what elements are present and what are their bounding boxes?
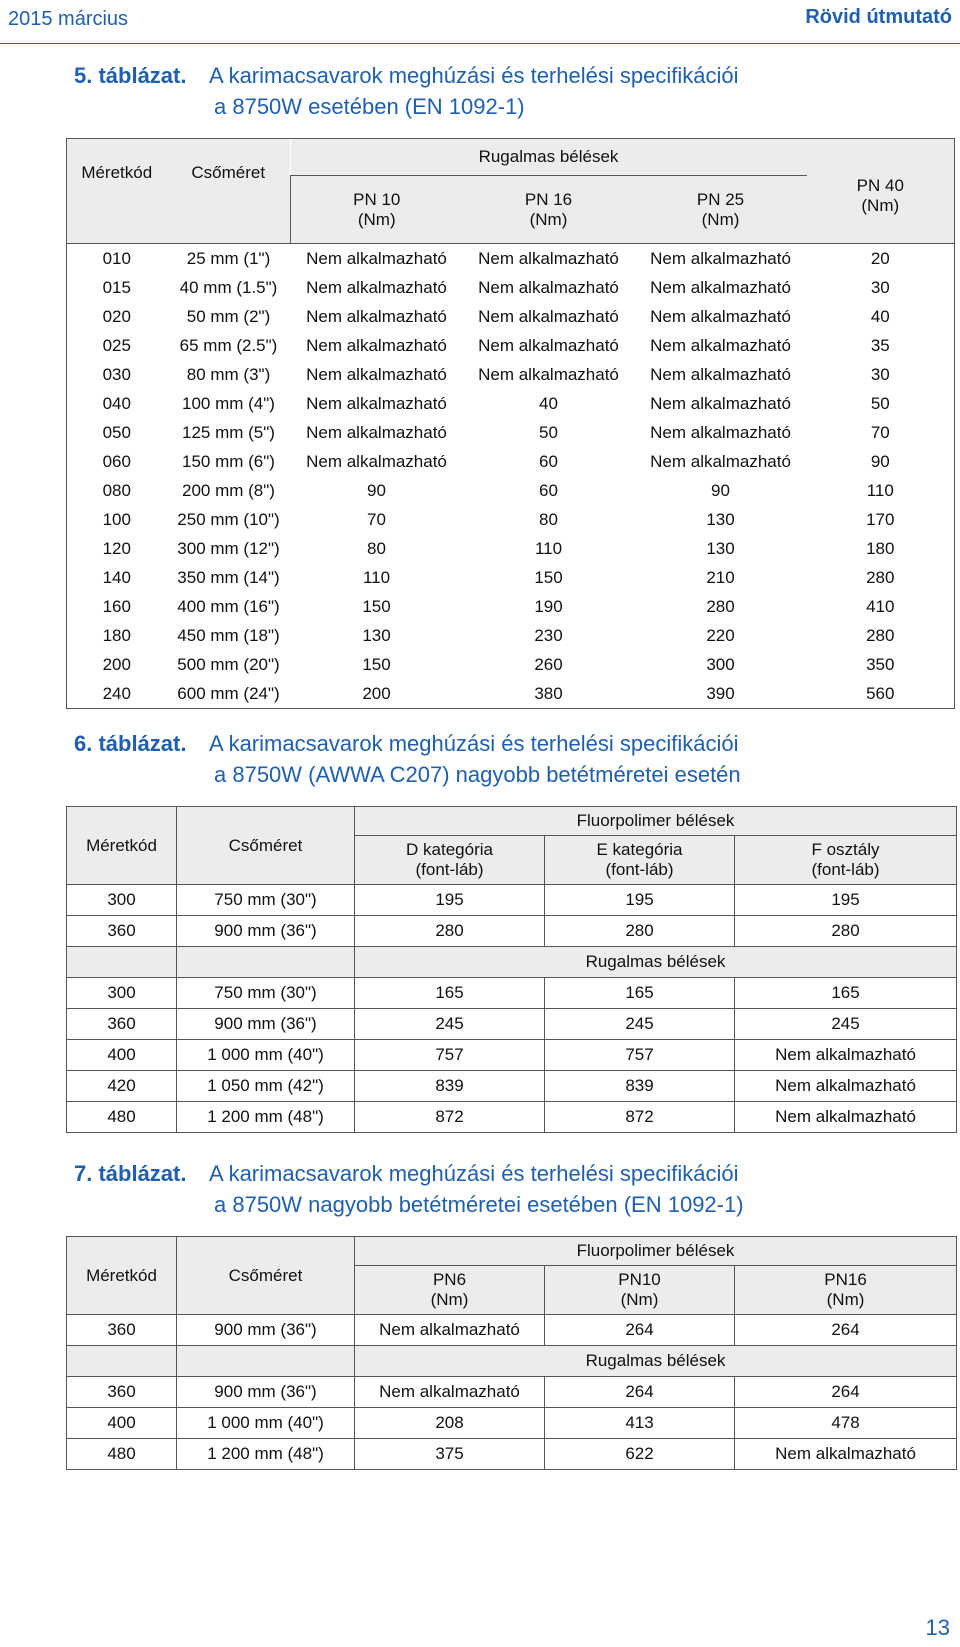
table-cell: Nem alkalmazható	[735, 1071, 957, 1102]
table-cell: Nem alkalmazható	[306, 393, 447, 413]
table-row	[67, 418, 955, 447]
table-cell: 622	[545, 1439, 735, 1470]
table7-caption	[74, 1158, 744, 1220]
table-cell: 60	[539, 451, 558, 471]
table-cell: 245	[545, 1009, 735, 1040]
table5-header-code: Méretkód	[67, 139, 167, 244]
table-row	[67, 563, 955, 592]
table-cell: 220	[706, 625, 735, 645]
table7-header-code: Méretkód	[67, 1237, 177, 1315]
table6-header-code: Méretkód	[67, 807, 177, 885]
table-cell: 240	[67, 679, 167, 709]
table-cell: Nem alkalmazható	[478, 277, 619, 297]
header-date: 2015 március	[8, 8, 129, 30]
table-cell: 180	[807, 534, 955, 563]
table-cell: Nem alkalmazható	[306, 306, 447, 326]
table-cell: 300	[67, 978, 177, 1009]
header-title: Rövid útmutató	[805, 6, 952, 28]
table-cell: 900 mm (36")	[177, 916, 355, 947]
table-cell: 100 mm (4")	[182, 393, 275, 413]
table-cell: Nem alkalmazható	[650, 393, 791, 413]
table-row	[67, 1315, 957, 1346]
table6-caption-line2: a 8750W (AWWA C207) nagyobb betétméretei esetén	[214, 762, 741, 787]
table5-header-size: Csőméret	[167, 139, 291, 244]
table-cell: 90	[367, 480, 386, 500]
table-cell: 50	[807, 389, 955, 418]
table-cell: 130	[706, 538, 735, 558]
table6-subgroup-label: Rugalmas bélések	[355, 947, 957, 978]
table7-header-pn10: PN10 (Nm)	[545, 1266, 735, 1315]
table6	[66, 806, 957, 1133]
table-cell: 280	[545, 916, 735, 947]
table5-header-pn16: PN 16 (Nm)	[463, 176, 635, 244]
table-cell: 500 mm (20")	[177, 654, 280, 674]
table-cell: 900 mm (36")	[177, 1315, 355, 1346]
table-cell: 420	[67, 1071, 177, 1102]
table-row	[67, 534, 955, 563]
table-cell: 50 mm (2")	[186, 306, 271, 326]
table-cell: 150	[362, 654, 391, 674]
table-cell: 280	[706, 596, 735, 616]
table-cell: Nem alkalmazható	[306, 248, 447, 268]
table-row	[67, 1102, 957, 1133]
table-cell: 250 mm (10")	[177, 509, 280, 529]
table7-subgroup-row	[67, 1346, 957, 1377]
table-cell: 264	[735, 1377, 957, 1408]
table-cell: 125 mm (5")	[182, 422, 275, 442]
table5-header-group: Rugalmas bélések	[291, 139, 807, 176]
table-cell: 300	[706, 654, 735, 674]
table-row	[67, 885, 957, 916]
table7-caption-line2: a 8750W nagyobb betétméretei esetében (EN 1092-1)	[214, 1192, 744, 1217]
table-cell: Nem alkalmazható	[478, 248, 619, 268]
table-cell: 060	[67, 447, 167, 476]
table7-header-pn16: PN16 (Nm)	[735, 1266, 957, 1315]
table-cell: 1 200 mm (48")	[177, 1102, 355, 1133]
table-cell: 140	[67, 563, 167, 592]
table-row	[67, 447, 955, 476]
table-cell: 040	[67, 389, 167, 418]
table5-caption-number: 5. táblázat.	[74, 63, 187, 88]
table-cell: 110	[807, 476, 955, 505]
table-cell: 90	[807, 447, 955, 476]
table-cell: 80 mm (3")	[186, 364, 271, 384]
table-cell: 195	[735, 885, 957, 916]
table-row	[67, 679, 955, 709]
table6-caption-line1: A karimacsavarok meghúzási és terhelési specifikációi	[209, 731, 739, 756]
table-cell: 80	[367, 538, 386, 558]
table-cell: 80	[539, 509, 558, 529]
table-cell: 160	[67, 592, 167, 621]
table-row	[67, 1439, 957, 1470]
table-cell: 50	[539, 422, 558, 442]
table-row	[67, 505, 955, 534]
table7-subgroup-label: Rugalmas bélések	[355, 1346, 957, 1377]
table-cell: 350	[807, 650, 955, 679]
table-cell: 110	[534, 538, 563, 558]
page-number: 13	[925, 1615, 950, 1640]
table-cell: Nem alkalmazható	[306, 451, 447, 471]
table-cell: 280	[807, 621, 955, 650]
table-cell: 360	[67, 916, 177, 947]
table-cell: 080	[67, 476, 167, 505]
table6-caption	[74, 728, 741, 790]
table-cell: 150 mm (6")	[182, 451, 275, 471]
table-cell: 280	[355, 916, 545, 947]
table-cell: 750 mm (30")	[177, 978, 355, 1009]
table-cell: 480	[67, 1102, 177, 1133]
table-cell: Nem alkalmazható	[650, 364, 791, 384]
table-cell: Nem alkalmazható	[650, 451, 791, 471]
table-cell: 165	[545, 978, 735, 1009]
table-cell: Nem alkalmazható	[478, 364, 619, 384]
table-cell: 210	[706, 567, 735, 587]
table-cell: 450 mm (18")	[177, 625, 280, 645]
table-row	[67, 331, 955, 360]
table-cell: 70	[807, 418, 955, 447]
table5-caption-line2: a 8750W esetében (EN 1092-1)	[214, 94, 525, 119]
table-cell: 25 mm (1")	[186, 248, 271, 268]
table-cell: 757	[545, 1040, 735, 1071]
table-cell: Nem alkalmazható	[735, 1439, 957, 1470]
table-cell: 264	[735, 1315, 957, 1346]
table-cell: 560	[807, 679, 955, 709]
table-row	[67, 978, 957, 1009]
table5-header-pn25: PN 25 (Nm)	[635, 176, 807, 244]
table-row	[67, 244, 955, 274]
table-cell: 839	[355, 1071, 545, 1102]
table-cell: 375	[355, 1439, 545, 1470]
table-row	[67, 1040, 957, 1071]
table-cell: 260	[534, 654, 563, 674]
table-cell: 872	[545, 1102, 735, 1133]
table-cell: Nem alkalmazható	[306, 335, 447, 355]
page-header	[0, 0, 960, 48]
table5-header-pn40: PN 40 (Nm)	[807, 176, 955, 244]
table-cell: 400	[67, 1040, 177, 1071]
table-cell: 750 mm (30")	[177, 885, 355, 916]
table-cell: Nem alkalmazható	[306, 277, 447, 297]
table5-caption-line1: A karimacsavarok meghúzási és terhelési specifikációi	[209, 63, 739, 88]
table-row	[67, 1408, 957, 1439]
table-cell: Nem alkalmazható	[306, 364, 447, 384]
table-cell: 150	[534, 567, 563, 587]
table-cell: 757	[355, 1040, 545, 1071]
table-cell: 190	[534, 596, 563, 616]
table6-header-cat-e: E kategória (font-láb)	[545, 836, 735, 885]
table-cell: Nem alkalmazható	[355, 1377, 545, 1408]
table7-caption-number: 7. táblázat.	[74, 1161, 187, 1186]
table-cell: 025	[67, 331, 167, 360]
table-cell: 195	[545, 885, 735, 916]
table-cell: Nem alkalmazható	[306, 422, 447, 442]
table-cell: Nem alkalmazható	[650, 277, 791, 297]
table-cell: 30	[807, 360, 955, 389]
table-row	[67, 592, 955, 621]
table6-header-group: Fluorpolimer bélések	[355, 807, 957, 836]
table-cell: Nem alkalmazható	[355, 1315, 545, 1346]
table-row	[67, 302, 955, 331]
table-cell: Nem alkalmazható	[650, 422, 791, 442]
table-cell: 180	[67, 621, 167, 650]
table-row	[67, 476, 955, 505]
table-row	[67, 1377, 957, 1408]
header-rule	[0, 43, 960, 44]
table-cell: 150	[362, 596, 391, 616]
table-cell: 65 mm (2.5")	[179, 335, 278, 355]
table5	[66, 138, 955, 709]
table5-caption	[74, 60, 738, 122]
table-cell: 900 mm (36")	[177, 1009, 355, 1040]
table-cell: 410	[807, 592, 955, 621]
table-cell: 413	[545, 1408, 735, 1439]
table6-header-cat-f: F osztály (font-láb)	[735, 836, 957, 885]
table-cell: 478	[735, 1408, 957, 1439]
table-cell: 1 200 mm (48")	[177, 1439, 355, 1470]
table-cell: 350 mm (14")	[177, 567, 280, 587]
table-cell: 60	[539, 480, 558, 500]
table-cell: 200 mm (8")	[182, 480, 275, 500]
table-cell: 70	[367, 509, 386, 529]
table-cell: 400 mm (16")	[177, 596, 280, 616]
table-cell: 360	[67, 1377, 177, 1408]
table-cell: Nem alkalmazható	[735, 1040, 957, 1071]
table-cell: 300	[67, 885, 177, 916]
table-cell: 872	[355, 1102, 545, 1133]
table-cell: 30	[807, 273, 955, 302]
table-cell: 1 000 mm (40")	[177, 1040, 355, 1071]
table-cell: 20	[807, 244, 955, 274]
table6-header-cat-d: D kategória (font-láb)	[355, 836, 545, 885]
table-cell: 245	[355, 1009, 545, 1040]
table-cell: 050	[67, 418, 167, 447]
table-cell: Nem alkalmazható	[650, 248, 791, 268]
table-cell: 208	[355, 1408, 545, 1439]
table-cell: 480	[67, 1439, 177, 1470]
table5-header-pn10: PN 10 (Nm)	[291, 176, 463, 244]
table-cell: Nem alkalmazható	[650, 306, 791, 326]
table-cell: 170	[807, 505, 955, 534]
table-cell: 360	[67, 1315, 177, 1346]
table-cell: Nem alkalmazható	[478, 335, 619, 355]
table-cell: 600 mm (24")	[167, 679, 291, 709]
table-cell: 165	[735, 978, 957, 1009]
table-cell: 360	[67, 1009, 177, 1040]
table-cell: 400	[67, 1408, 177, 1439]
table-cell: 40 mm (1.5")	[179, 277, 278, 297]
table-row	[67, 650, 955, 679]
table7-header-group: Fluorpolimer bélések	[355, 1237, 957, 1266]
table-cell: 030	[67, 360, 167, 389]
table-row	[67, 1071, 957, 1102]
table-row	[67, 360, 955, 389]
table-cell: 390	[635, 679, 807, 709]
table-cell: 130	[706, 509, 735, 529]
table-cell: 264	[545, 1315, 735, 1346]
table7-header-pn6: PN6 (Nm)	[355, 1266, 545, 1315]
table-cell: 200	[291, 679, 463, 709]
table-cell: 839	[545, 1071, 735, 1102]
table-cell: 130	[362, 625, 391, 645]
table-cell: 280	[735, 916, 957, 947]
table-row	[67, 389, 955, 418]
table-cell: 1 000 mm (40")	[177, 1408, 355, 1439]
table-cell: 35	[807, 331, 955, 360]
table-cell: 010	[67, 244, 167, 274]
table-cell: 40	[807, 302, 955, 331]
table-row	[67, 621, 955, 650]
table6-caption-number: 6. táblázat.	[74, 731, 187, 756]
table-cell: 245	[735, 1009, 957, 1040]
table-row	[67, 273, 955, 302]
table7-header-size: Csőméret	[177, 1237, 355, 1315]
table6-subgroup-row	[67, 947, 957, 978]
table-cell: Nem alkalmazható	[735, 1102, 957, 1133]
table6-header-size: Csőméret	[177, 807, 355, 885]
table-cell: 230	[534, 625, 563, 645]
table-cell: 200	[67, 650, 167, 679]
table-cell: 195	[355, 885, 545, 916]
table-cell: 165	[355, 978, 545, 1009]
table-cell: 110	[362, 567, 391, 587]
table-cell: 40	[539, 393, 558, 413]
table-cell: Nem alkalmazható	[650, 335, 791, 355]
table-cell: 1 050 mm (42")	[177, 1071, 355, 1102]
table-cell: 300 mm (12")	[177, 538, 280, 558]
table-cell: 100	[67, 505, 167, 534]
table7	[66, 1236, 957, 1470]
table-row	[67, 1009, 957, 1040]
table-cell: 380	[463, 679, 635, 709]
table7-caption-line1: A karimacsavarok meghúzási és terhelési specifikációi	[209, 1161, 739, 1186]
table-cell: 015	[67, 273, 167, 302]
table-cell: 900 mm (36")	[177, 1377, 355, 1408]
table-row	[67, 916, 957, 947]
table-cell: 264	[545, 1377, 735, 1408]
table-cell: Nem alkalmazható	[478, 306, 619, 326]
table-cell: 020	[67, 302, 167, 331]
table-cell: 120	[67, 534, 167, 563]
table-cell: 90	[711, 480, 730, 500]
table-cell: 280	[807, 563, 955, 592]
